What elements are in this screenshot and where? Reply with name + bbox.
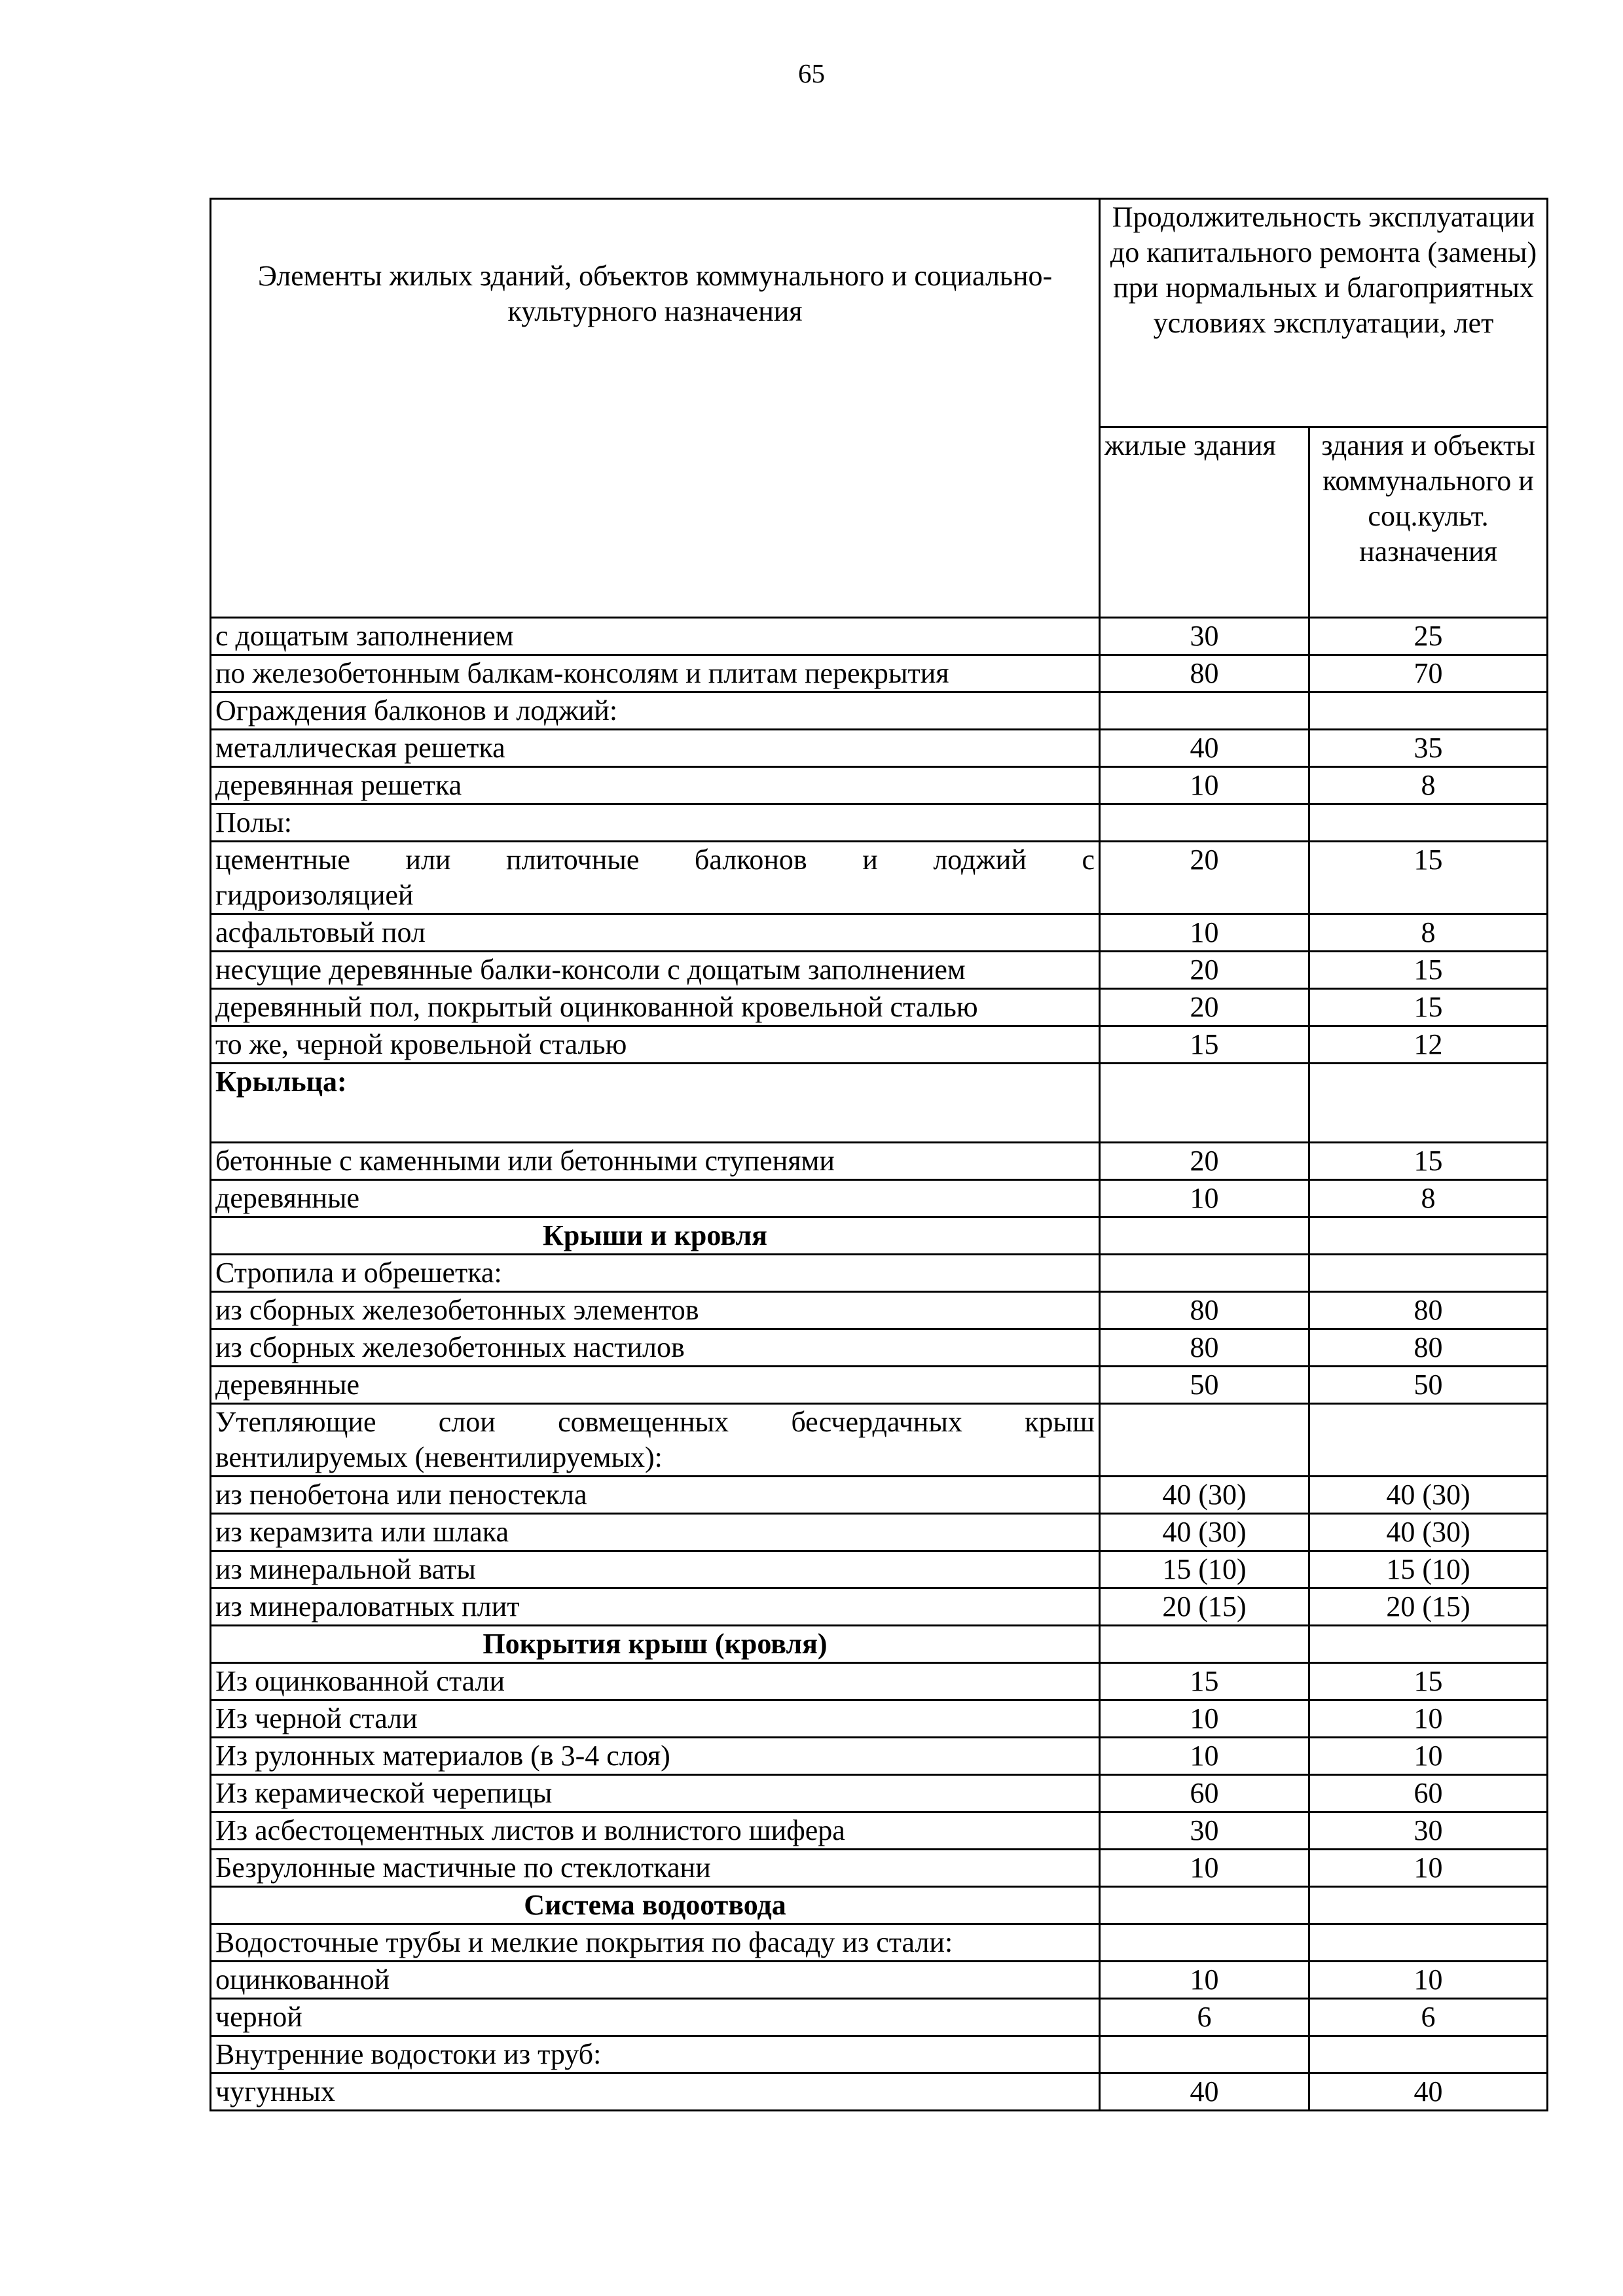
value-municipal: 25 [1309,618,1548,655]
table-row [211,1738,1548,1775]
value-municipal: 8 [1309,767,1548,804]
value-municipal [1309,1626,1548,1663]
table-row [211,952,1548,989]
table-row [211,914,1548,952]
row-label-line: Утепляющие слои совмещенных бесчердачных крыш [215,1406,1095,1438]
table-row [211,1700,1548,1738]
value-municipal: 8 [1309,914,1548,952]
value-residential: 20 [1100,1143,1309,1180]
value-residential: 40 [1100,2073,1309,2111]
table-row [211,1999,1548,2036]
value-municipal: 15 [1309,1143,1548,1180]
row-label: из минеральной ваты [211,1551,1100,1588]
value-residential: 40 [1100,730,1309,767]
value-municipal: 70 [1309,655,1548,692]
value-municipal: 15 [1309,1663,1548,1700]
table-row [211,1514,1548,1551]
row-label-line: вентилируемых (невентилируемых): [215,1441,663,1473]
table-row [211,767,1548,804]
value-residential: 50 [1100,1367,1309,1404]
row-label: по железобетонным балкам-консолям и плитам перекрытия [211,655,1100,692]
section-title: Покрытия крыш (кровля) [211,1626,1100,1663]
value-residential [1100,1404,1309,1477]
value-municipal: 10 [1309,1700,1548,1738]
value-residential: 40 (30) [1100,1477,1309,1514]
value-residential: 40 (30) [1100,1514,1309,1551]
row-label: бетонные с каменными или бетонными ступенями [211,1143,1100,1180]
value-municipal [1309,2036,1548,2073]
value-municipal: 40 (30) [1309,1477,1548,1514]
value-municipal: 15 [1309,842,1548,914]
value-residential [1100,1217,1309,1255]
table-row [211,2036,1548,2073]
value-residential [1100,1064,1309,1143]
table-row [211,1329,1548,1367]
value-residential [1100,1255,1309,1292]
value-residential: 20 [1100,989,1309,1026]
value-residential: 80 [1100,1292,1309,1329]
value-residential: 10 [1100,1738,1309,1775]
row-label: Водосточные трубы и мелкие покрытия по фасаду из стали: [211,1924,1100,1962]
table-row [211,1292,1548,1329]
value-residential [1100,1626,1309,1663]
row-label: Безрулонные мастичные по стеклоткани [211,1850,1100,1887]
value-residential: 10 [1100,1700,1309,1738]
section-row [211,1887,1548,1924]
value-municipal [1309,1255,1548,1292]
header-elements: Элементы жилых зданий, объектов коммунального и социально-культурного назначения [211,199,1100,618]
header-municipal: здания и объекты коммунального и соц.культ. назначения [1309,427,1548,618]
value-residential: 10 [1100,767,1309,804]
section-title: Крыши и кровля [211,1217,1100,1255]
section-title: Система водоотвода [211,1887,1100,1924]
table-row [211,618,1548,655]
value-municipal: 80 [1309,1292,1548,1329]
row-label: Из черной стали [211,1700,1100,1738]
value-residential [1100,804,1309,842]
value-residential: 30 [1100,1812,1309,1850]
row-label: Внутренние водостоки из труб: [211,2036,1100,2073]
row-label-line: гидроизоляцией [215,879,414,911]
value-municipal: 10 [1309,1850,1548,1887]
table-row [211,989,1548,1026]
row-label: из минераловатных плит [211,1588,1100,1626]
value-residential: 30 [1100,618,1309,655]
value-municipal: 8 [1309,1180,1548,1217]
row-label: Стропила и обрешетка: [211,1255,1100,1292]
table-row [211,1404,1548,1477]
value-municipal [1309,1217,1548,1255]
value-municipal: 60 [1309,1775,1548,1812]
row-label: оцинкованной [211,1962,1100,1999]
value-residential: 10 [1100,914,1309,952]
value-municipal: 30 [1309,1812,1548,1850]
value-municipal [1309,804,1548,842]
row-label: чугунных [211,2073,1100,2111]
section-row [211,1064,1548,1143]
table-row [211,1775,1548,1812]
table-row [211,692,1548,730]
value-residential: 80 [1100,1329,1309,1367]
value-municipal: 15 (10) [1309,1551,1548,1588]
value-municipal: 35 [1309,730,1548,767]
row-label: металлическая решетка [211,730,1100,767]
value-municipal: 12 [1309,1026,1548,1064]
value-municipal [1309,1404,1548,1477]
table-row [211,730,1548,767]
value-residential [1100,1924,1309,1962]
row-label: Из асбестоцементных листов и волнистого шифера [211,1812,1100,1850]
value-municipal: 6 [1309,1999,1548,2036]
table-row [211,1850,1548,1887]
row-label: из пенобетона или пеностекла [211,1477,1100,1514]
table-row [211,1477,1548,1514]
row-label: из сборных железобетонных настилов [211,1329,1100,1367]
value-residential: 20 [1100,952,1309,989]
row-label: черной [211,1999,1100,2036]
table-row [211,2073,1548,2111]
table-row [211,804,1548,842]
value-municipal: 15 [1309,952,1548,989]
value-residential [1100,692,1309,730]
table-row [211,655,1548,692]
row-label-line: цементные или плиточные балконов и лоджий с [215,844,1095,876]
row-label: деревянные [211,1180,1100,1217]
table-row [211,1924,1548,1962]
value-municipal: 15 [1309,989,1548,1026]
table-row [211,1180,1548,1217]
value-municipal [1309,1064,1548,1143]
value-residential: 15 [1100,1663,1309,1700]
table-row [211,1255,1548,1292]
row-label: деревянная решетка [211,767,1100,804]
value-residential: 60 [1100,1775,1309,1812]
value-municipal: 40 (30) [1309,1514,1548,1551]
value-municipal: 50 [1309,1367,1548,1404]
value-residential: 80 [1100,655,1309,692]
value-residential [1100,2036,1309,2073]
header-residential: жилые здания [1100,427,1309,618]
row-label: несущие деревянные балки-консоли с дощатым заполнением [211,952,1100,989]
table-row [211,1588,1548,1626]
table-row [211,842,1548,914]
value-municipal: 40 [1309,2073,1548,2111]
row-label: Из керамической черепицы [211,1775,1100,1812]
row-label: деревянный пол, покрытый оцинкованной кровельной сталью [211,989,1100,1026]
table-row [211,1143,1548,1180]
value-municipal: 10 [1309,1962,1548,1999]
row-label: из сборных железобетонных элементов [211,1292,1100,1329]
value-residential: 15 (10) [1100,1551,1309,1588]
table-row [211,1026,1548,1064]
row-label: Из оцинкованной стали [211,1663,1100,1700]
table-row [211,1663,1548,1700]
row-label: с дощатым заполнением [211,618,1100,655]
value-residential: 10 [1100,1962,1309,1999]
table-row [211,1962,1548,1999]
value-residential: 20 (15) [1100,1588,1309,1626]
row-label: Ограждения балконов и лоджий: [211,692,1100,730]
row-label [211,1404,1100,1477]
value-municipal [1309,692,1548,730]
section-row [211,1626,1548,1663]
service-life-table [210,198,1548,2111]
row-label: из керамзита или шлака [211,1514,1100,1551]
value-municipal: 20 (15) [1309,1588,1548,1626]
section-title: Крыльца: [211,1064,1100,1143]
section-row [211,1217,1548,1255]
header-row [211,199,1548,427]
table-row [211,1812,1548,1850]
value-residential: 15 [1100,1026,1309,1064]
row-label: то же, черной кровельной сталью [211,1026,1100,1064]
row-label: асфальтовый пол [211,914,1100,952]
value-residential: 6 [1100,1999,1309,2036]
value-residential [1100,1887,1309,1924]
row-label: Полы: [211,804,1100,842]
value-municipal: 80 [1309,1329,1548,1367]
row-label [211,842,1100,914]
row-label: деревянные [211,1367,1100,1404]
value-municipal [1309,1887,1548,1924]
value-municipal [1309,1924,1548,1962]
page-number: 65 [798,58,825,88]
value-residential: 10 [1100,1850,1309,1887]
header-duration: Продолжительность эксплуатации до капитального ремонта (замены) при нормальных и благоприятных условиях эксплуатации, лет [1100,199,1548,427]
table-row [211,1551,1548,1588]
table-row [211,1367,1548,1404]
value-residential: 20 [1100,842,1309,914]
value-municipal: 10 [1309,1738,1548,1775]
row-label: Из рулонных материалов (в 3-4 слоя) [211,1738,1100,1775]
value-residential: 10 [1100,1180,1309,1217]
